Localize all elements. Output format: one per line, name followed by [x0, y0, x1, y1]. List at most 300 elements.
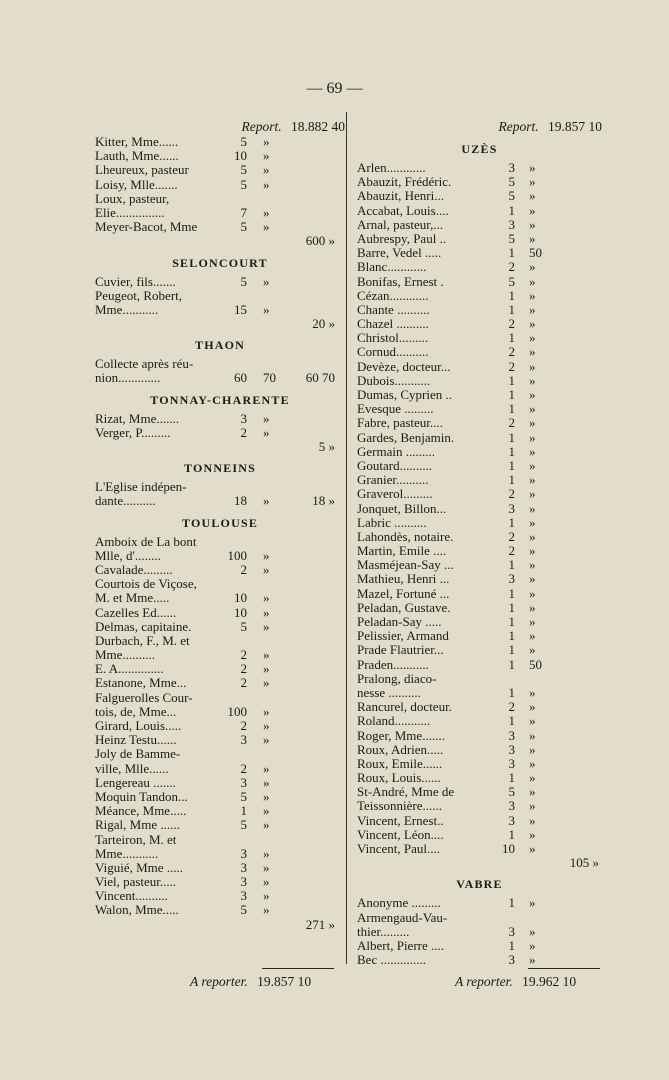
donor-name: Cuvier, fils.......: [95, 273, 176, 289]
donor-name: Peladan, Gustave.: [357, 599, 451, 615]
list-item: [357, 686, 602, 700]
list-item: [95, 440, 345, 454]
page-number: — 69 —: [306, 80, 363, 97]
list-item: [357, 799, 602, 813]
amount-cents: »: [263, 675, 270, 691]
donor-name: Cornud..........: [357, 344, 429, 360]
donor-name: Chazel ..........: [357, 316, 429, 332]
list-item: [357, 700, 602, 714]
list-item: [95, 889, 345, 903]
list-item: [95, 847, 345, 861]
amount: 18: [234, 493, 247, 509]
amount: 100: [227, 703, 247, 719]
list-item: [357, 953, 602, 967]
amount-cents: »: [529, 571, 536, 587]
list-item: [357, 189, 602, 203]
amount-cents: »: [263, 774, 270, 790]
footer-left: [190, 974, 311, 990]
amount: 60: [234, 370, 247, 386]
donor-name: dante..........: [95, 493, 156, 509]
amount-cents: »: [529, 287, 536, 303]
amount: 2: [508, 699, 515, 715]
amount-cents: »: [263, 176, 270, 192]
list-item: [95, 790, 345, 804]
donor-name: Méance, Mme.....: [95, 803, 187, 819]
amount: 3: [508, 727, 515, 743]
donor-name: Falguerolles Cour-: [95, 689, 193, 705]
donor-name: Arlen............: [357, 160, 426, 175]
amount-cents: »: [529, 543, 536, 559]
amount: 3: [508, 216, 515, 232]
donor-name: nesse ..........: [357, 684, 421, 700]
amount: 1: [508, 401, 515, 417]
section-heading: THAON: [194, 338, 245, 353]
donor-name: Gardes, Benjamin.: [357, 429, 455, 445]
donor-name: Vincent, Paul....: [357, 841, 440, 856]
list-item: [357, 331, 602, 345]
donor-name: ville, Mlle......: [95, 760, 169, 776]
amount: 1: [508, 472, 515, 488]
amount-cents: »: [529, 415, 536, 431]
amount: 1: [508, 628, 515, 644]
footer-rule-left: [262, 968, 334, 969]
amount-cents: »: [529, 401, 536, 417]
amount-cents: »: [529, 259, 536, 275]
amount-cents: »: [529, 784, 536, 800]
amount-cents: »: [263, 618, 270, 634]
amount: 2: [508, 316, 515, 332]
amount: 5: [240, 902, 247, 918]
amount: 1: [508, 656, 515, 672]
donor-name: Verger, P.........: [95, 424, 171, 440]
amount-cents: »: [263, 547, 270, 563]
donor-name: Christol.........: [357, 330, 429, 346]
amount-cents: »: [529, 952, 536, 968]
donor-name: Praden...........: [357, 656, 429, 672]
list-item: [95, 733, 345, 747]
donor-name: Lahondès, notaire.: [357, 528, 454, 544]
donor-name: Peladan-Say .....: [357, 614, 442, 629]
donor-name: Mlle, d'........: [95, 547, 161, 563]
amount-cents: »: [263, 902, 270, 918]
report-line: [357, 118, 602, 135]
list-item: [95, 606, 345, 620]
section-heading: SELONCOURT: [172, 255, 268, 270]
donor-name: Mme...........: [95, 301, 159, 317]
list-item: [95, 833, 345, 847]
donor-name: Mazel, Fortuné ...: [357, 585, 450, 601]
amount: 10: [502, 841, 515, 856]
amount: 3: [508, 923, 515, 939]
list-item: [95, 371, 345, 385]
list-item: [357, 558, 602, 572]
amount: 5: [240, 162, 247, 178]
amount: 5: [508, 784, 515, 800]
amount-cents: »: [263, 803, 270, 819]
amount: 5: [240, 219, 247, 235]
list-item: [357, 303, 602, 317]
list-item: [357, 572, 602, 586]
donor-name: Vincent..........: [95, 888, 168, 904]
donor-name: Rancurel, docteur.: [357, 699, 452, 715]
amount: 5: [508, 230, 515, 246]
list-item: [357, 615, 602, 629]
amount: 5: [240, 788, 247, 804]
amount-cents: »: [529, 472, 536, 488]
amount-cents: »: [263, 760, 270, 776]
amount-cents: »: [529, 344, 536, 360]
amount: 1: [508, 514, 515, 530]
list-item: [357, 771, 602, 785]
amount-cents: »: [529, 741, 536, 757]
list-item: [95, 875, 345, 889]
amount: 2: [508, 543, 515, 559]
report-value: 19.857 10: [548, 119, 602, 134]
amount-cents: »: [529, 642, 536, 658]
list-item: [95, 620, 345, 634]
list-item: [357, 729, 602, 743]
amount: 3: [240, 874, 247, 890]
list-item: [357, 629, 602, 643]
list-item: [357, 502, 602, 516]
donor-name: Estanone, Mme...: [95, 675, 187, 691]
section-heading: VABRE: [456, 877, 503, 892]
list-item: [357, 643, 602, 657]
amount-cents: »: [529, 895, 536, 911]
section-total: 20 »: [312, 316, 335, 332]
amount: 100: [227, 547, 247, 563]
amount-cents: »: [529, 387, 536, 402]
list-item: [95, 234, 345, 248]
amount-cents: »: [529, 443, 536, 459]
amount-cents: »: [263, 162, 270, 178]
donor-name: Viel, pasteur.....: [95, 874, 177, 890]
list-item: [95, 762, 345, 776]
amount-cents: »: [263, 493, 270, 509]
donor-name: Accabat, Louis....: [357, 202, 449, 218]
donor-name: Mathieu, Henri ...: [357, 571, 450, 587]
amount: 1: [508, 301, 515, 317]
list-item: [95, 206, 345, 220]
amount-cents: »: [529, 202, 536, 218]
section-heading: TOULOUSE: [181, 515, 259, 530]
amount: 10: [234, 604, 247, 620]
amount-cents: »: [263, 817, 270, 833]
amount-cents: »: [529, 216, 536, 232]
amount: 2: [508, 528, 515, 544]
footer-rule-right: [528, 968, 600, 969]
list-item: [95, 918, 345, 932]
list-item: [357, 714, 602, 728]
list-item: [357, 516, 602, 530]
amount-cents: »: [529, 755, 536, 771]
donor-name: Albert, Pierre ....: [357, 937, 445, 953]
amount: 1: [508, 599, 515, 615]
donor-name: Heinz Testu......: [95, 732, 177, 748]
amount: 7: [240, 204, 247, 220]
donor-name: Masméjean-Say ...: [357, 557, 454, 573]
donor-name: Collecte après réu-: [95, 356, 194, 372]
donor-name: Devèze, docteur...: [357, 358, 451, 374]
section-heading: TONNAY-CHARENTE: [150, 392, 290, 407]
amount: 2: [508, 259, 515, 275]
amount: 1: [508, 937, 515, 953]
donor-name: Loux, pasteur,: [95, 190, 170, 206]
list-item: [357, 260, 602, 274]
amount-cents: »: [263, 604, 270, 620]
list-item: [357, 204, 602, 218]
list-item: [95, 135, 345, 149]
donor-name: Fabre, pasteur....: [357, 415, 443, 431]
list-item: [357, 161, 602, 175]
amount-cents: »: [529, 301, 536, 317]
list-item: [95, 303, 345, 317]
amount-cents: »: [263, 424, 270, 440]
list-item: [357, 232, 602, 246]
list-item: [357, 828, 602, 842]
list-item: [95, 549, 345, 563]
amount: 1: [508, 372, 515, 388]
list-item: [357, 842, 602, 856]
list-item: [357, 289, 602, 303]
amount: 5: [240, 817, 247, 833]
donor-name: E. A..............: [95, 661, 164, 677]
donor-name: Anonyme .........: [357, 895, 441, 911]
amount-cents: »: [529, 230, 536, 246]
donor-name: Abauzit, Henri...: [357, 188, 445, 204]
left-column: [95, 118, 345, 932]
amount: 1: [508, 713, 515, 729]
amount-cents: »: [529, 599, 536, 615]
donor-name: Cézan............: [357, 287, 429, 303]
amount: 3: [508, 755, 515, 771]
column-divider: [346, 112, 347, 964]
amount: 1: [240, 803, 247, 819]
list-item: [95, 289, 345, 303]
amount: 2: [240, 424, 247, 440]
list-item: [357, 218, 602, 232]
list-item: [357, 246, 602, 260]
amount-cents: »: [529, 486, 536, 502]
amount-cents: »: [529, 585, 536, 601]
section-total: 60 70: [305, 370, 335, 386]
list-item: [95, 357, 345, 371]
amount: 1: [508, 642, 515, 658]
list-item: [357, 544, 602, 558]
donor-name: Loisy, Mlle.......: [95, 176, 178, 192]
amount-cents: »: [263, 718, 270, 733]
list-item: [357, 587, 602, 601]
amount: 3: [508, 812, 515, 828]
section-heading: UZÈS: [461, 142, 498, 156]
list-item: [95, 719, 345, 733]
donor-name: Vincent, Ernest..: [357, 812, 444, 828]
donor-name: Pralong, diaco-: [357, 670, 437, 686]
amount: 1: [508, 245, 515, 261]
list-item: [95, 691, 345, 705]
donor-name: Dubois...........: [357, 372, 431, 388]
donor-name: Roger, Mme.......: [357, 727, 445, 743]
amount: 3: [508, 798, 515, 814]
amount-cents: »: [263, 301, 270, 317]
amount-cents: »: [263, 204, 270, 220]
donor-name: Lauth, Mme......: [95, 148, 179, 164]
amount: 1: [508, 429, 515, 445]
amount-cents: »: [529, 316, 536, 332]
amount: 5: [240, 273, 247, 289]
section-heading: TONNEINS: [183, 461, 257, 476]
amount: 3: [508, 952, 515, 968]
amount-cents: »: [529, 557, 536, 573]
donor-name: Moquin Tandon...: [95, 788, 188, 804]
list-item: [95, 220, 345, 234]
amount-cents: »: [529, 358, 536, 374]
amount: 1: [508, 770, 515, 786]
amount: 3: [240, 774, 247, 790]
amount: 3: [508, 160, 515, 175]
amount: 2: [508, 486, 515, 502]
list-item: [357, 275, 602, 289]
amount: 3: [508, 571, 515, 587]
list-item: [357, 360, 602, 374]
donor-name: Meyer-Bacot, Mme: [95, 219, 198, 235]
amount-cents: »: [529, 713, 536, 729]
amount: 1: [508, 202, 515, 218]
amount-cents: »: [263, 661, 270, 677]
list-item: [357, 658, 602, 672]
list-item: [357, 785, 602, 799]
amount-cents: 50: [529, 245, 542, 261]
list-item: [95, 591, 345, 605]
amount: 1: [508, 585, 515, 601]
amount-cents: »: [263, 148, 270, 164]
list-item: [95, 494, 345, 508]
donor-name: Elie...............: [95, 204, 165, 220]
amount-cents: »: [529, 500, 536, 516]
amount-cents: »: [529, 937, 536, 953]
list-item: [95, 535, 345, 549]
donor-name: Abauzit, Frédéric.: [357, 174, 452, 190]
amount-cents: »: [529, 699, 536, 715]
amount-cents: »: [263, 273, 270, 289]
donor-name: Cavalade.........: [95, 561, 173, 577]
list-item: [95, 163, 345, 177]
amount: 3: [240, 845, 247, 861]
footer-value: 19.857 10: [257, 974, 312, 989]
list-item: [357, 925, 602, 939]
amount: 5: [240, 176, 247, 192]
donor-name: Germain .........: [357, 443, 435, 459]
list-item: [357, 445, 602, 459]
list-item: [95, 648, 345, 662]
donor-name: Durbach, F., M. et: [95, 632, 190, 648]
amount: 2: [508, 344, 515, 360]
donor-name: Peugeot, Robert,: [95, 287, 183, 303]
donor-name: thier.........: [357, 923, 410, 939]
list-item: [357, 757, 602, 771]
list-item: [357, 374, 602, 388]
footer-value: 19.962 10: [522, 974, 577, 989]
donor-name: L'Eglise indépen-: [95, 479, 187, 495]
amount: 10: [234, 590, 247, 606]
amount-cents: »: [263, 561, 270, 577]
donor-name: Rizat, Mme.......: [95, 410, 180, 426]
donor-name: Girard, Louis.....: [95, 718, 182, 733]
amount-cents: 70: [263, 370, 276, 386]
amount-cents: »: [529, 514, 536, 530]
amount: 5: [508, 188, 515, 204]
amount: 2: [240, 760, 247, 776]
amount: 3: [240, 859, 247, 875]
list-item: [95, 776, 345, 790]
amount-cents: »: [529, 372, 536, 388]
amount: 3: [508, 741, 515, 757]
amount-cents: »: [263, 410, 270, 426]
right-column: [357, 118, 602, 967]
donor-name: Lengereau .......: [95, 774, 176, 790]
donor-name: Walon, Mme.....: [95, 902, 179, 918]
footer-label: A reporter.: [455, 974, 513, 989]
amount: 2: [240, 661, 247, 677]
list-item: [357, 388, 602, 402]
donor-name: M. et Mme.....: [95, 590, 170, 606]
donor-name: Arnal, pasteur,...: [357, 216, 444, 232]
amount: 5: [508, 273, 515, 289]
amount-cents: »: [529, 528, 536, 544]
amount-cents: »: [529, 841, 536, 856]
amount-cents: »: [529, 826, 536, 842]
donor-name: Kitter, Mme......: [95, 134, 179, 149]
donor-name: Joly de Bamme-: [95, 746, 181, 762]
donor-name: Goutard..........: [357, 457, 433, 473]
amount-cents: »: [529, 798, 536, 814]
amount: 2: [508, 415, 515, 431]
amount: 3: [240, 888, 247, 904]
list-item: [357, 601, 602, 615]
amount: 1: [508, 330, 515, 346]
donor-name: tois, de, Mme...: [95, 703, 177, 719]
list-item: [357, 530, 602, 544]
amount: 5: [508, 174, 515, 190]
donor-name: Martin, Emile ....: [357, 543, 447, 559]
section-total: 271 »: [305, 916, 335, 932]
amount: 15: [234, 301, 247, 317]
list-item: [357, 459, 602, 473]
amount: 5: [240, 134, 247, 149]
donor-name: Roland...........: [357, 713, 431, 729]
donor-name: Chante ..........: [357, 301, 430, 317]
donor-name: Prade Flautrier...: [357, 642, 444, 658]
amount-cents: »: [263, 590, 270, 606]
report-line: [95, 118, 345, 135]
donor-name: Roux, Emile......: [357, 755, 443, 771]
amount: 1: [508, 684, 515, 700]
amount-cents: »: [529, 812, 536, 828]
amount: 1: [508, 557, 515, 573]
list-item: [95, 804, 345, 818]
list-item: [95, 426, 345, 440]
amount-cents: »: [529, 273, 536, 289]
list-item: [357, 487, 602, 501]
amount: 3: [240, 410, 247, 426]
footer-label: A reporter.: [190, 974, 248, 989]
amount-cents: »: [529, 628, 536, 644]
amount: 1: [508, 287, 515, 303]
section-list: [95, 135, 345, 932]
donor-name: Cazelles Ed......: [95, 604, 177, 620]
donor-name: Mme...........: [95, 845, 159, 861]
amount-cents: »: [263, 732, 270, 748]
